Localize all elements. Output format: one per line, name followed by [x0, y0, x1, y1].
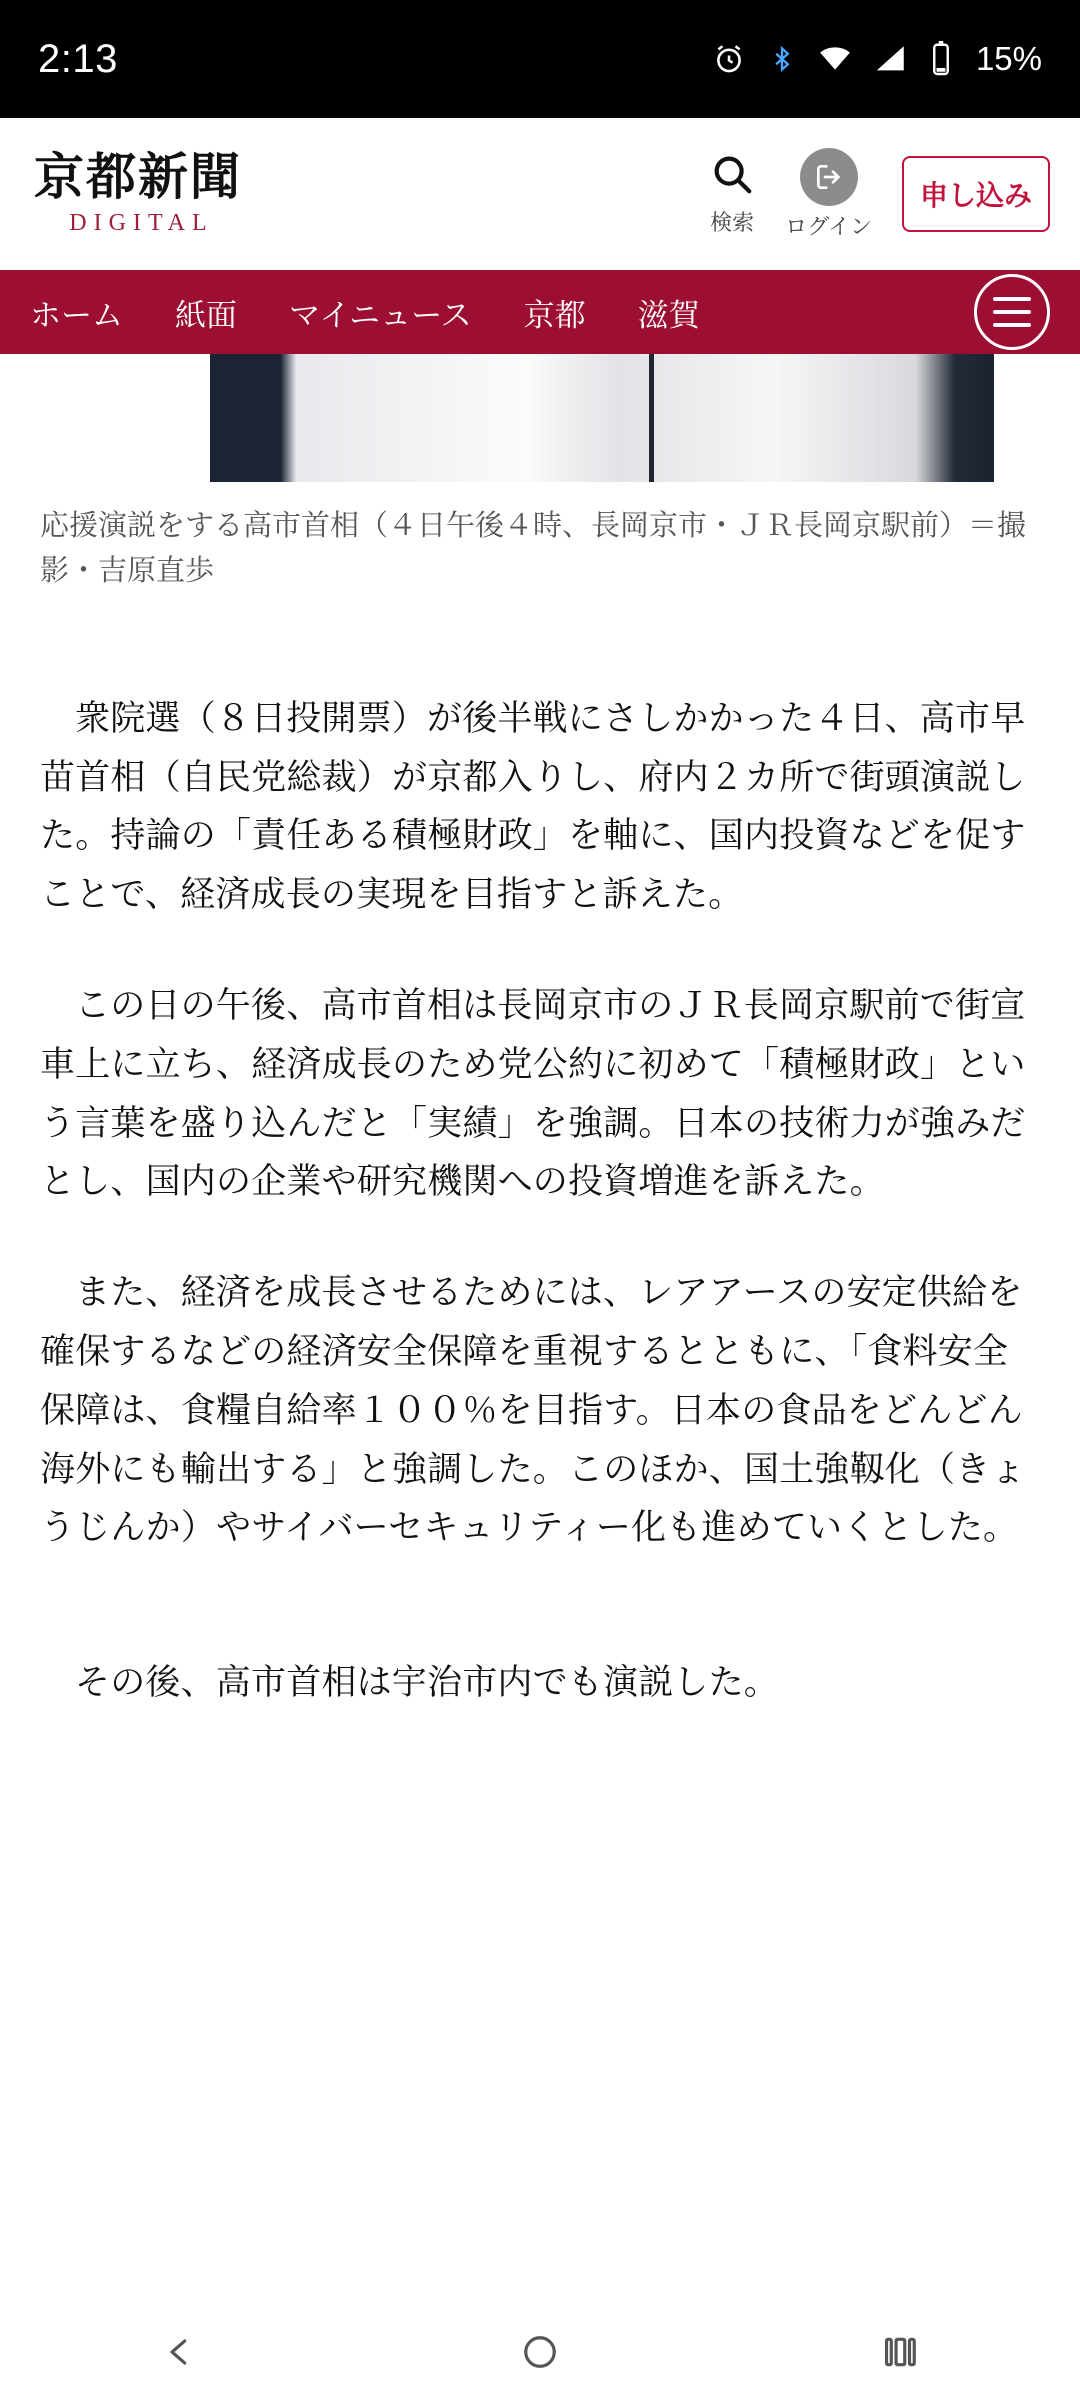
menu-bar-3 — [993, 323, 1031, 327]
battery-percent: 15% — [975, 40, 1042, 77]
apply-button[interactable]: 申し込み — [902, 156, 1050, 232]
hamburger-menu-icon[interactable] — [974, 274, 1050, 350]
photo-caption: 応援演説をする高市首相（４日午後４時、長岡京市・ＪＲ長岡京駅前）＝撮影・吉原直歩 — [40, 510, 1027, 587]
nav-item-paper[interactable]: 紙面 — [175, 297, 237, 333]
article-photo — [210, 354, 994, 482]
logo-sub-text: DIGITAL — [69, 209, 214, 236]
article-paragraphs — [28, 690, 1052, 1713]
article-paragraph-2: この日の午後、高市首相は長岡京市のＪＲ長岡京駅前で街宣車上に立ち、経済成長のため党公約に初めて「積極財政」という言葉を盛り込んだと「実績」を強調。日本の技術力が強みだとし、国内の企業や研究機関への投資増進を訴えた。 — [40, 986, 1026, 1202]
login-icon — [800, 148, 858, 206]
site-logo[interactable] — [34, 147, 242, 237]
bluetooth-icon — [768, 42, 796, 76]
battery-icon — [930, 41, 952, 77]
header-actions — [709, 148, 1050, 241]
alarm-icon — [712, 42, 746, 76]
android-navigation-bar — [0, 2304, 1080, 2400]
search-label: 検索 — [710, 210, 755, 235]
article-paragraph-4: その後、高市首相は宇治市内でも演説した。 — [75, 1663, 780, 1703]
login-button[interactable] — [785, 148, 872, 241]
article-paragraph-1: 衆院選（８日投開票）が後半戦にさしかかった４日、高市早苗首相（自民党総裁）が京都入りし、府内２カ所で街頭演説した。持論の「責任ある積極財政」を軸に、国内投資などを促すことで、経済成長の実現を目指すと訴えた。 — [40, 698, 1026, 915]
status-time: 2:13 — [38, 36, 118, 81]
status-bar — [0, 0, 1080, 118]
nav-item-kyoto[interactable]: 京都 — [523, 297, 586, 333]
logo-main-text: 京都新聞 — [34, 147, 242, 207]
main-nav — [0, 270, 1080, 354]
article-photo-wrap — [28, 354, 1052, 482]
article-paragraph-3: また、経済を成長させるためには、レアアースの安定供給を確保するなどの経済安全保障を重視するとともに、「食料安全保障は、食糧自給率１００％を目指す。日本の食品をどんどん海外にも輸出する」と強調した。このほか、国土強靱化（きょうじんか）やサイバーセキュリティー化も進めていくとした。 — [40, 1273, 1026, 1548]
menu-bar-2 — [993, 310, 1031, 314]
site-header — [0, 118, 1080, 270]
menu-bar-1 — [993, 297, 1031, 301]
home-icon[interactable] — [521, 2333, 559, 2371]
article-body — [0, 354, 1080, 1713]
nav-item-home[interactable]: ホーム — [30, 297, 123, 333]
signal-icon — [874, 42, 908, 76]
nav-item-mynews[interactable]: マイニュース — [289, 297, 472, 333]
status-icons — [712, 40, 1042, 78]
search-button[interactable] — [709, 151, 755, 237]
recents-icon[interactable] — [881, 2333, 919, 2371]
login-label: ログイン — [785, 213, 872, 239]
back-icon[interactable] — [161, 2333, 199, 2371]
wifi-icon — [818, 42, 852, 76]
search-icon — [709, 151, 755, 202]
nav-items — [30, 290, 700, 335]
nav-item-shiga[interactable]: 滋賀 — [637, 297, 700, 333]
